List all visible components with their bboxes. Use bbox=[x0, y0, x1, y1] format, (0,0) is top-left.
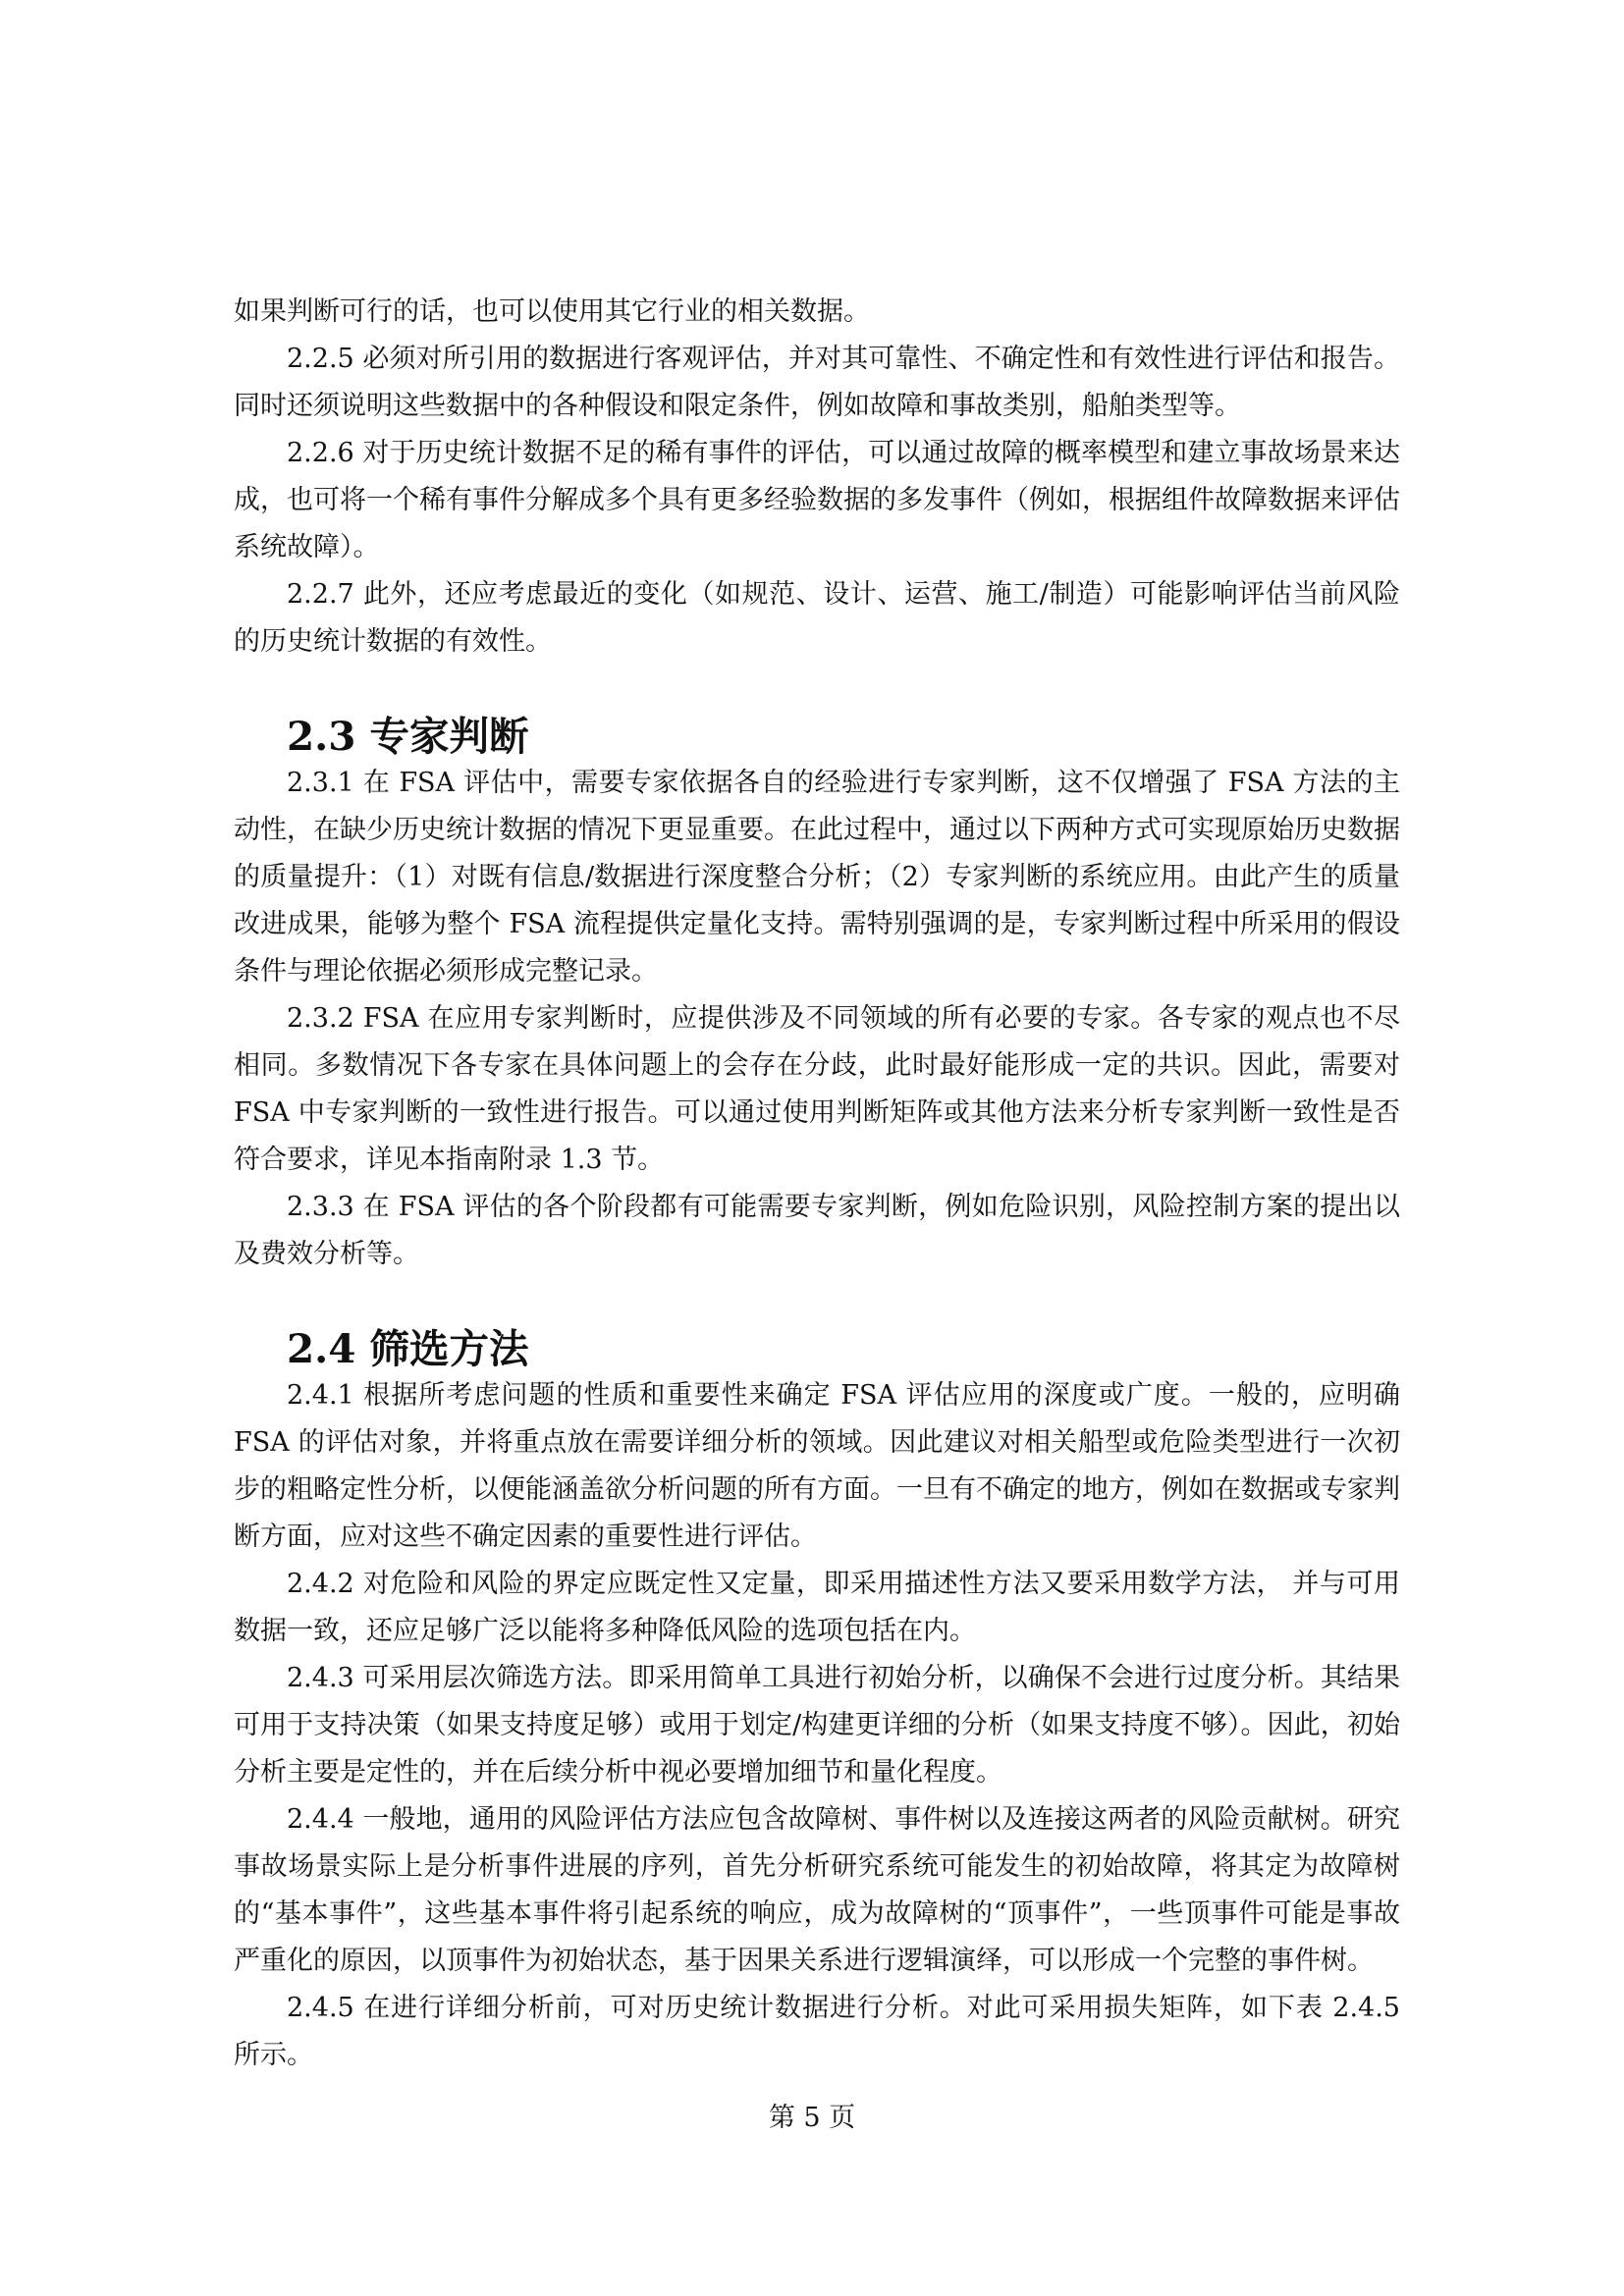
paragraph-2-3-3: 2.3.3 在 FSA 评估的各个阶段都有可能需要专家判断，例如危险识别，风险控制方案的提出以及费效分析等。 bbox=[234, 1192, 1400, 1269]
section-heading-2-3: 2.3 专家判断 bbox=[287, 713, 529, 760]
paragraph: 如果判断可行的话，也可以使用其它行业的相关数据。 bbox=[234, 296, 870, 327]
paragraph-2-4-2: 2.4.2 对危险和风险的界定应既定性又定量，即采用描述性方法又要采用数学方法， 并与可用数据一致，还应足够广泛以能将多种降低风险的选项包括在内。 bbox=[234, 1569, 1400, 1646]
page-number: 第 5 页 bbox=[768, 2103, 856, 2133]
paragraph-2-2-7: 2.2.7 此外，还应考虑最近的变化（如规范、设计、运营、施工/制造）可能影响评估当前风险的历史统计数据的有效性。 bbox=[234, 579, 1400, 657]
paragraph-2-3-1: 2.3.1 在 FSA 评估中，需要专家依据各自的经验进行专家判断，这不仅增强了 FSA 方法的主动性，在缺少历史统计数据的情况下更显重要。在此过程中，通过以下两种方式可实现原始历史数据的质量提升：（1）对既有信息/数据进行深度整合分析；（2）专家判断的系统应用。由此产生的质量改进成果，能够为整个 FSA 流程提供定量化支持。需特别强调的是，专家判断过程中所采用的假设条件与理论依据必须形成完整记录。 bbox=[234, 768, 1400, 987]
paragraph-2-4-4: 2.4.4 一般地，通用的风险评估方法应包含故障树、事件树以及连接这两者的风险贡献树。研究事故场景实际上是分析事件进展的序列，首先分析研究系统可能发生的初始故障，将其定为故障树的“基本事件”，这些基本事件将引起系统的响应，成为故障树的“顶事件”，一些顶事件可能是事故严重化的原因，以顶事件为初始状态，基于因果关系进行逻辑演绎，可以形成一个完整的事件树。 bbox=[234, 1804, 1400, 1976]
paragraph-2-3-2: 2.3.2 FSA 在应用专家判断时，应提供涉及不同领域的所有必要的专家。各专家的观点也不尽相同。多数情况下各专家在具体问题上的会存在分歧，此时最好能形成一定的共识。因此，需要对 FSA 中专家判断的一致性进行报告。可以通过使用判断矩阵或其他方法来分析专家判断一致性是否符合要求，详见本指南附录 1.3 节。 bbox=[234, 1003, 1400, 1175]
document-body bbox=[234, 289, 1400, 2079]
section-heading-2-4: 2.4 筛选方法 bbox=[287, 1325, 529, 1372]
paragraph-2-2-6: 2.2.6 对于历史统计数据不足的稀有事件的评估，可以通过故障的概率模型和建立事故场景来达成，也可将一个稀有事件分解成多个具有更多经验数据的多发事件（例如，根据组件故障数据来评估系统故障）。 bbox=[234, 438, 1400, 562]
paragraph-2-2-5: 2.2.5 必须对所引用的数据进行客观评估，并对其可靠性、不确定性和有效性进行评估和报告。同时还须说明这些数据中的各种假设和限定条件，例如故障和事故类别，船舶类型等。 bbox=[234, 344, 1400, 421]
paragraph-2-4-5: 2.4.5 在进行详细分析前，可对历史统计数据进行分析。对此可采用损失矩阵，如下表 2.4.5 所示。 bbox=[234, 1993, 1400, 2070]
paragraph-2-4-3: 2.4.3 可采用层次筛选方法。即采用简单工具进行初始分析，以确保不会进行过度分析。其结果可用于支持决策（如果支持度足够）或用于划定/构建更详细的分析（如果支持度不够）。因此，初始分析主要是定性的，并在后续分析中视必要增加细节和量化程度。 bbox=[234, 1663, 1400, 1788]
paragraph-2-4-1: 2.4.1 根据所考虑问题的性质和重要性来确定 FSA 评估应用的深度或广度。一般的，应明确 FSA 的评估对象，并将重点放在需要详细分析的领域。因此建议对相关船型或危险类型进行一次初步的粗略定性分析，以便能涵盖欲分析问题的所有方面。一旦有不确定的地方，例如在数据或专家判断方面，应对这些不确定因素的重要性进行评估。 bbox=[234, 1380, 1400, 1552]
